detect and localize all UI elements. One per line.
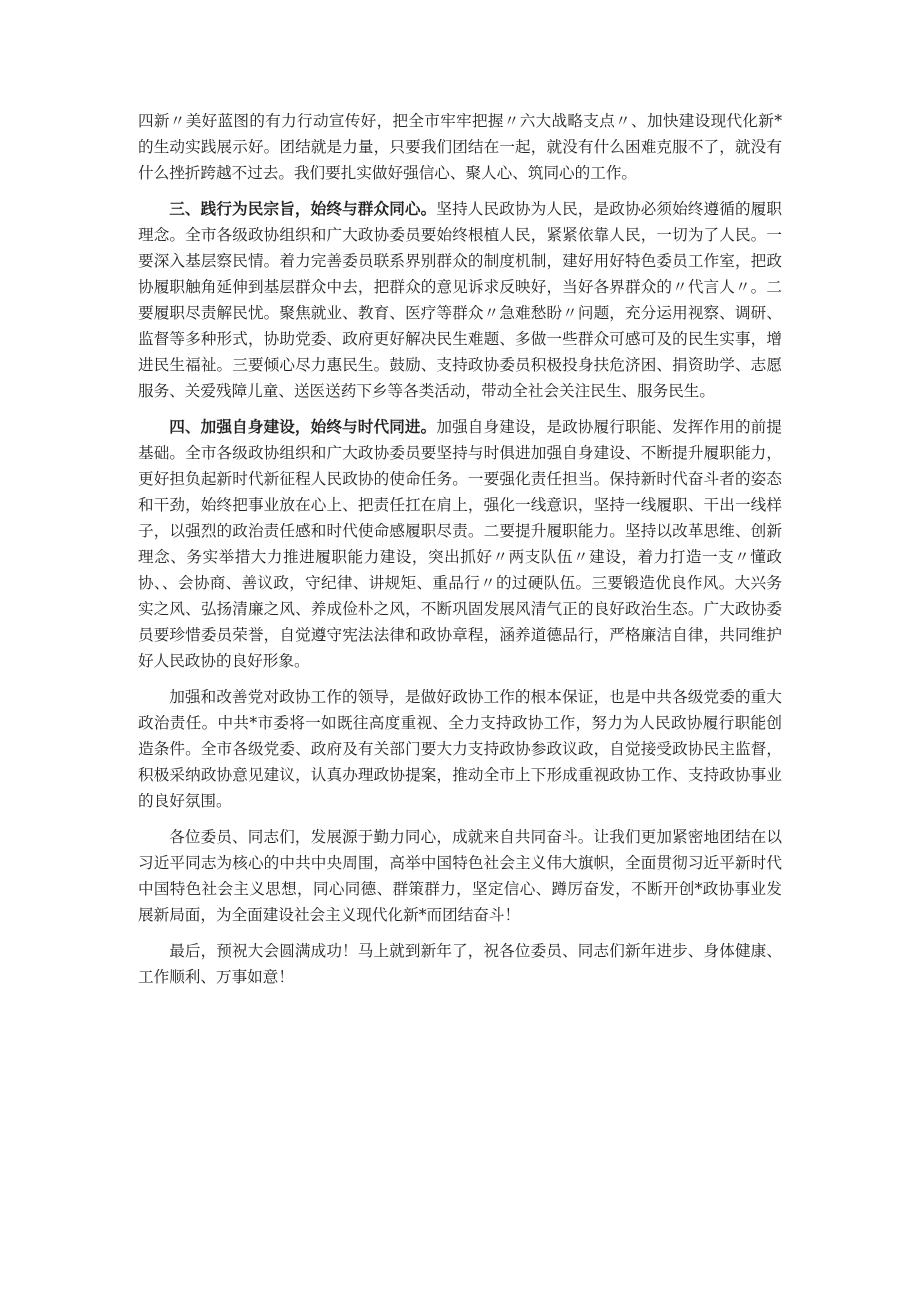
paragraph-closing	[138, 938, 782, 990]
paragraph-text: 四新〃美好蓝图的有力行动宣传好，把全市牢牢把握〃六大战略支点〃、加快建设现代化新*的生动实践展示好。团结就是力量，只要我们团结在一起，就没有什么困难克服不了，就没有什么挫折跨越不过去。我们要扎实做好强信心、聚人心、筑同心的工作。	[138, 112, 782, 182]
paragraph-call-to-action	[138, 824, 782, 928]
paragraph-text: 各位委员、同志们，发展源于勤力同心，成就来自共同奋斗。让我们更加紧密地团结在以习近平同志为核心的中共中央周围，高举中国特色社会主义伟大旗帜，全面贯彻习近平新时代中国特色社会主义思想，同心同德、群策群力，坚定信心、蹲厉奋发，不断开创*政协事业发展新局面，为全面建设社会主义现代化新*而团结奋斗！	[138, 828, 782, 924]
paragraph-section-four	[138, 414, 782, 674]
paragraph-text: 加强和改善党对政协工作的领导，是做好政协工作的根本保证，也是中共各级党委的重大政治责任。中共*市委将一如既往高度重视、全力支持政协工作，努力为人民政协履行职能创造条件。全市各级党委、政府及有关部门要大力支持政协参政议政，自觉接受政协民主监督，积极采纳政协意见建议，认真办理政协提案，推动全市上下形成重视政协工作、支持政协事业的良好氛围。	[138, 688, 782, 810]
paragraph-text: 加强自身建设，是政协履行职能、发挥作用的前提基础。全市各级政协组织和广大政协委员要坚持与时俱进加强自身建设、不断提升履职能力，更好担负起新时代新征程人民政协的使命任务。一要强化责任担当。保持新时代奋斗者的姿态和干劲，始终把事业放在心上、把责任扛在肩上，强化一线意识，坚持一线履职、干出一线样子，以强烈的政治责任感和时代使命感履职尽责。二要提升履职能力。坚持以改革思维、创新理念、务实举措大力推进履职能力建设，突出抓好〃两支队伍〃建设，着力打造一支〃懂政协、、会协商、善议政，守纪律、讲规矩、重品行〃的过硬队伍。三要锻造优良作风。大兴务实之风、弘扬清廉之风、养成俭朴之风，不断巩固发展风清气正的良好政治生态。广大政协委员要珍惜委员荣誉，自觉遵守宪法法律和政协章程，涵养道德品行，严格廉洁自律，共同维护好人民政协的良好形象。	[138, 418, 782, 670]
document-body	[138, 108, 782, 1000]
paragraph-party-leadership	[138, 684, 782, 814]
section-heading: 四、加强自身建设，始终与时代同进。	[169, 418, 437, 436]
paragraph-intro-continuation	[138, 108, 782, 186]
section-heading: 三、践行为民宗旨，始终与群众同心。	[169, 200, 437, 218]
paragraph-text: 最后，预祝大会圆满成功！马上就到新年了，祝各位委员、同志们新年进步、身体健康、工作顺利、万事如意！	[138, 942, 782, 986]
paragraph-section-three	[138, 196, 782, 404]
paragraph-text: 坚持人民政协为人民，是政协必须始终遵循的履职理念。全市各级政协组织和广大政协委员要始终根植人民，紧紧依靠人民，一切为了人民。一要深入基层察民情。着力完善委员联系界别群众的制度机制，建好用好特色委员工作室，把政协履职触角延伸到基层群众中去，把群众的意见诉求反映好，当好各界群众的〃代言人〃。二要履职尽责解民忧。聚焦就业、教育、医疗等群众〃急难愁盼〃问题，充分运用视察、调研、监督等多种形式，协助党委、政府更好解决民生难题、多做一些群众可感可及的民生实事，增进民生福祉。三要倾心尽力惠民生。鼓励、支持政协委员积极投身扶危济困、捐资助学、志愿服务、关爱残障儿童、送医送药下乡等各类活动，带动全社会关注民生、服务民生。	[138, 200, 782, 400]
